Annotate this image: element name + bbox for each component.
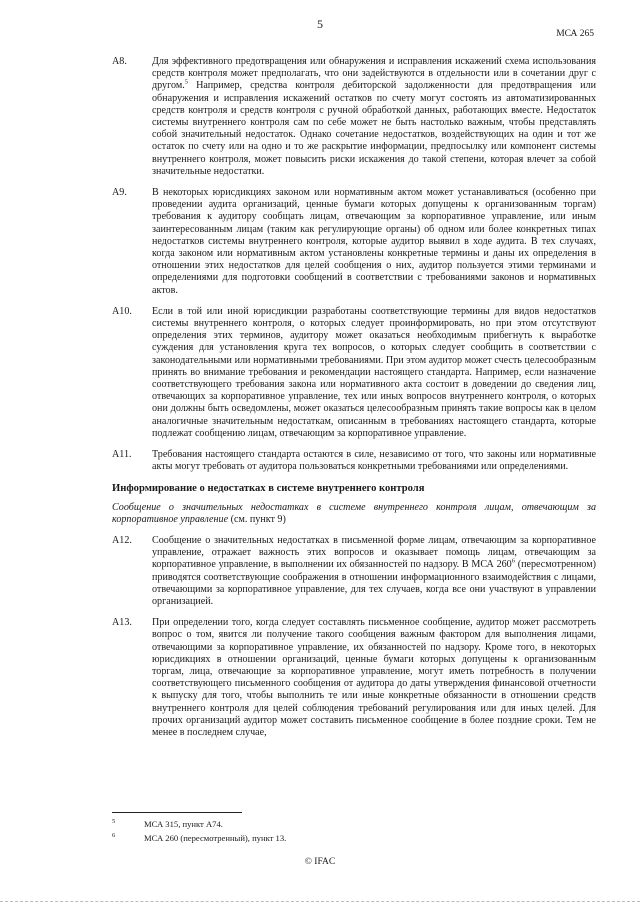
- footnotes: [112, 817, 592, 845]
- paragraph-a12: [112, 535, 596, 608]
- footnote-6: [112, 831, 592, 845]
- sub-heading: [112, 502, 596, 526]
- section-heading: Информирование о недостатках в системе внутреннего контроля: [112, 482, 425, 494]
- paragraph-text: Если в той или иной юрисдикции разработаны соответствующие термины для видов недостатков системы внутреннего контроля, о которых следует проинформировать, но при этом отсутствуют определения этих терминов, аудитору может оказаться необходимым прибегнуть к выработке суждения для установления круга тех вопросов, о которых следует сообщить в соответствии с законодательными или нормативными требованиями. При этом аудитор может счесть целесообразным принять во внимание требования и рекомендации настоящего стандарта. Например, если назначение соответствующего требования закона или нормативного акта состоит в доведении до сведения лиц, отвечающих за корпоративное управление, тех или иных вопросов внутреннего контроля, о которых они должны быть осведомлены, может оказаться целесообразным принять такие вопросы как в целом аналогичные значительным недостаткам, описанным в требованиях настоящего стандарта, которые подлежат сообщению лицам, отвечающим за корпоративное управление.: [152, 305, 596, 439]
- paragraph-number: A13.: [112, 617, 132, 629]
- paragraph-text: (пересмотренном) приводятся соответствующие соображения в отношении информационного взаимодействия с лицами, отвечающими за корпоративное управление, для тех случаев, когда все они участвуют в управлении организацией.: [152, 559, 596, 607]
- page-number: 5: [317, 17, 323, 31]
- footnote-text: МСА 315, пункт A74.: [144, 819, 223, 829]
- footnote-5: [112, 817, 592, 831]
- paragraph-text: Требования настоящего стандарта остаются в силе, независимо от того, что законы или нормативные акты могут требовать от аудитора пользоваться конкретными требованиями или определениями.: [152, 449, 596, 473]
- paragraph-text: Например, средства контроля дебиторской задолженности для предотвращения или обнаружения и исправления искажений остатков по счету могут состоять из автоматизированных средств контроля и средств контроля с ручной обработкой данных, работающих вместе. Недостаток системы внутреннего контроля сам по себе может не быть настолько важным, чтобы представлять собой значительный недостаток. Однако сочетание недостатков, воздействующих на один и тот же остаток по счету или на одно и то же раскрытие информации, предпосылку или компонент системы внутреннего контроля, может повысить риски искажения до такой степени, которая влечет за собой значительные недостатки.: [152, 80, 596, 177]
- sub-heading-reference: (см. пункт 9): [228, 513, 286, 525]
- paragraph-a10: [112, 306, 596, 440]
- paragraph-number: A9.: [112, 187, 127, 199]
- footnote-divider: [112, 812, 242, 813]
- footnote-number: 5: [112, 818, 116, 825]
- paragraph-a13: [112, 617, 596, 739]
- footnote-number: 6: [112, 832, 116, 839]
- paragraph-text: В некоторых юрисдикциях законом или нормативным актом может устанавливаться (особенно при проведении аудита организаций, ценные бумаги которых допущены к организованным торгам) требования к аудитору сообщать лицам, отвечающим за корпоративное управление, или иным заинтересованным лицам (таким как регулирующие органы) об одном или более конкретных типах недостатков системы внутреннего контроля, которые аудитор выявил в ходе аудита. В тех случаях, когда законом или нормативным актом установлены конкретные термины и даны их определения в отношении этих недостатков для целей сообщения о них, аудитор пользуется этими терминами и определениями для подготовки сообщений в соответствии с требованиями законов и нормативных актов.: [152, 187, 596, 296]
- paragraph-number: A8.: [112, 56, 127, 67]
- paragraph-number: A10.: [112, 305, 132, 317]
- paragraph-text: Для эффективного предотвращения или обнаружения и исправления искажений схема использования средств контроля может предполагать, что они задействуются в отдельности или в сочетании друг с другом.: [152, 56, 596, 92]
- copyright-footer: © IFAC: [304, 857, 336, 867]
- paragraph-number: A12.: [112, 534, 132, 546]
- footnote-ref-6[interactable]: 6: [511, 557, 515, 565]
- paragraph-text: Сообщение о значительных недостатках в письменной форме лицам, отвечающим за корпоративное управление, отражает важность этих вопросов и оказывает помощь лицам, отвечающим за корпоративное управление, в выполнении их обязанностей по надзору. В МСА 260: [152, 534, 596, 571]
- scan-edge-line: [0, 901, 640, 903]
- standard-reference: МСА 265: [556, 29, 594, 39]
- footnote-text: МСА 260 (пересмотренный), пункт 13.: [144, 833, 287, 843]
- paragraph-text: При определении того, когда следует составлять письменное сообщение, аудитор может рассмотреть вопрос о том, явится ли получение такого сообщения важным фактором для выполнения лицами, отвечающими за корпоративное управление, их обязанностей по надзору. Кроме того, в некоторых юрисдикциях в отношении организаций, ценные бумаги которых допущены к организованным торгам, лица, отвечающие за корпоративное управление, могут иметь потребность в получении соответствующего письменного сообщения от аудитора до даты утверждения финансовой отчетности к выпуску для того, чтобы выполнить те или иные конкретные обязанности в отношении средств внутреннего контроля для целей соблюдения требований регулирования или для иных целей. Для прочих организаций аудитор может составить письменное сообщение в более поздние сроки. Тем не менее в последнем случае,: [152, 617, 596, 738]
- paragraph-number: A11.: [112, 449, 132, 461]
- footnote-ref-5[interactable]: 5: [184, 79, 189, 87]
- paragraph-a11: [112, 449, 596, 473]
- paragraph-a9: [112, 187, 596, 297]
- sub-heading-title: Сообщение о значительных недостатках в системе внутреннего контроля лицам, отвечающим за корпоративное управление: [112, 501, 596, 525]
- page-body: [112, 56, 596, 748]
- paragraph-a8: [112, 56, 596, 178]
